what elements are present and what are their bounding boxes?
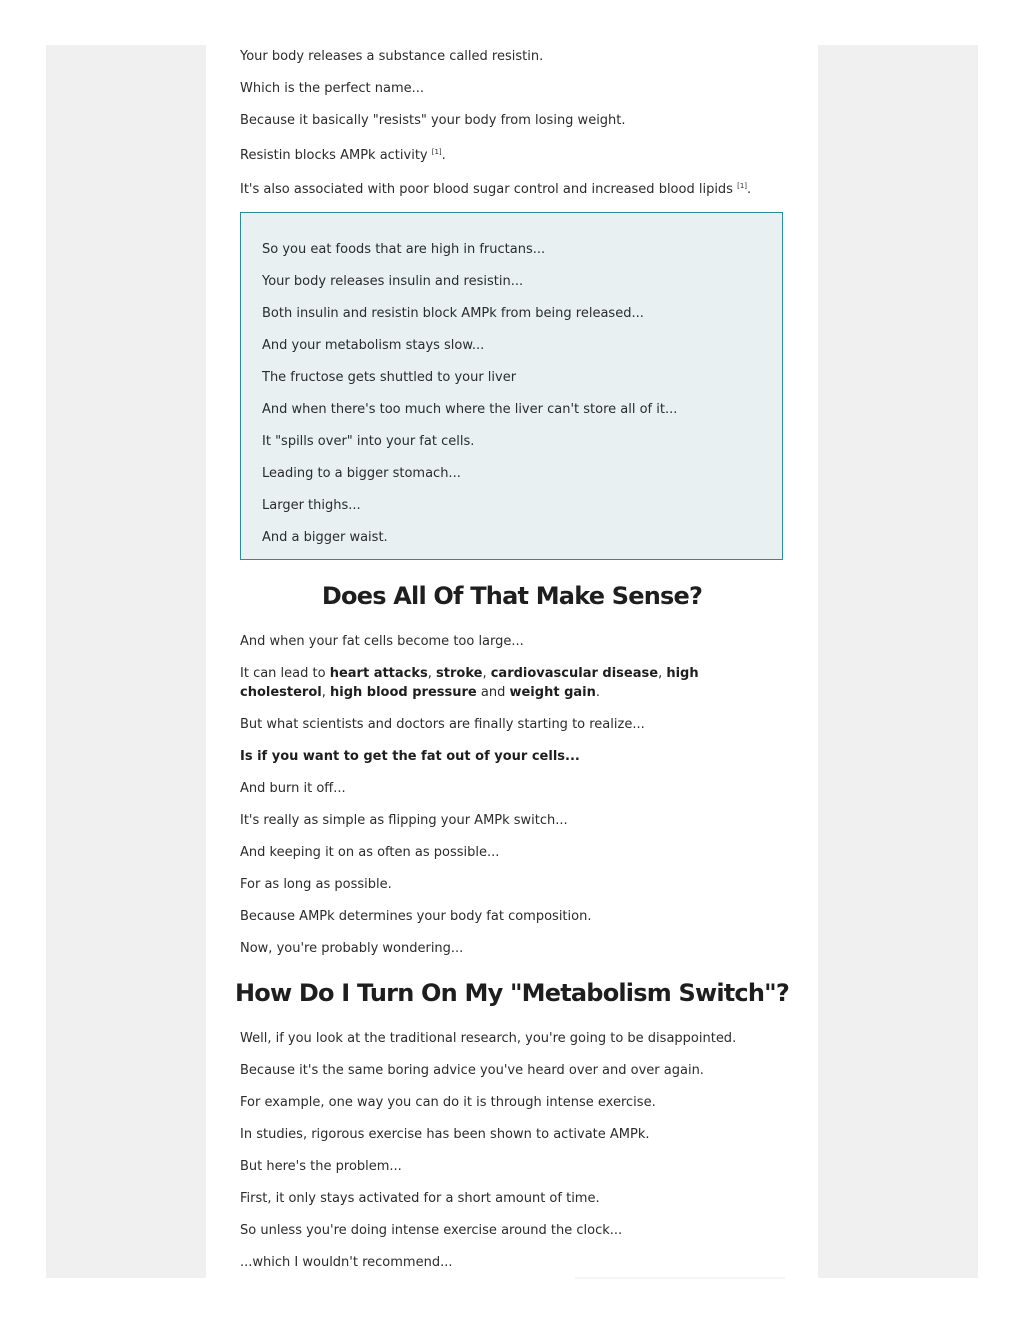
paragraph: And burn it off... [240,781,346,796]
paragraph: Now, you're probably wondering... [240,941,464,956]
bold-term: cardiovascular disease [490,666,659,681]
bold-term: heart attacks [329,666,428,681]
paragraph-text: It's also associated with poor blood sugar control and increased blood lipids [240,182,738,197]
paragraph: So unless you're doing intense exercise around the clock... [240,1223,623,1238]
paragraph [240,180,785,199]
punctuation: . [595,685,600,700]
separator: , [321,685,330,700]
punctuation: . [747,182,752,197]
bold-paragraph: Is if you want to get the fat out of your cells... [240,749,580,764]
paragraph: Because it's the same boring advice you've heard over and over again. [240,1063,704,1078]
callout-line: Both insulin and resistin block AMPk from being released... [262,306,644,321]
summary-callout-box [240,212,783,560]
callout-line: So you eat foods that are high in fructans... [262,242,546,257]
paragraph: For example, one way you can do it is through intense exercise. [240,1095,656,1110]
right-margin-panel [818,45,978,1278]
paragraph [240,664,785,702]
callout-line: The fructose gets shuttled to your liver [262,370,517,385]
separator: and [476,685,510,700]
paragraph: And keeping it on as often as possible... [240,845,500,860]
paragraph-text: It can lead to [240,666,330,681]
separator: , [427,666,437,681]
paragraph: Well, if you look at the traditional research, you're going to be disappointed. [240,1031,737,1046]
left-margin-panel [46,45,206,1278]
paragraph: Which is the perfect name... [240,81,425,96]
citation-link[interactable]: [1] [431,148,442,156]
punctuation: . [441,148,446,163]
callout-line: Your body releases insulin and resistin... [262,274,524,289]
paragraph: But here's the problem... [240,1159,402,1174]
callout-line: Larger thighs... [262,498,361,513]
paragraph: For as long as possible. [240,877,392,892]
bold-term: high cholesterol [240,666,699,700]
paragraph-text: Resistin blocks AMPk activity [240,148,432,163]
paragraph: And when your fat cells become too large... [240,634,524,649]
paragraph: Because it basically "resists" your body from losing weight. [240,113,626,128]
callout-line: And when there's too much where the liver can't store all of it... [262,402,678,417]
bold-term: stroke [436,666,483,681]
callout-line: Leading to a bigger stomach... [262,466,461,481]
section-heading: Does All Of That Make Sense? [321,582,703,610]
paragraph: Your body releases a substance called resistin. [240,49,544,64]
separator: , [482,666,491,681]
paragraph [240,146,785,165]
callout-line: And a bigger waist. [262,530,388,545]
paragraph: But what scientists and doctors are finally starting to realize... [240,717,645,732]
divider [575,1277,785,1279]
paragraph: ...which I wouldn't recommend... [240,1255,453,1270]
paragraph: In studies, rigorous exercise has been shown to activate AMPk. [240,1127,650,1142]
paragraph: It's really as simple as flipping your AMPk switch... [240,813,568,828]
citation-link[interactable]: [1] [737,182,748,190]
separator: , [658,666,667,681]
paragraph: First, it only stays activated for a short amount of time. [240,1191,600,1206]
bold-term: high blood pressure [330,685,477,700]
bold-term: weight gain [509,685,596,700]
section-heading: How Do I Turn On My "Metabolism Switch"? [235,979,789,1007]
paragraph: Because AMPk determines your body fat composition. [240,909,592,924]
callout-line: It "spills over" into your fat cells. [262,434,475,449]
callout-line: And your metabolism stays slow... [262,338,485,353]
